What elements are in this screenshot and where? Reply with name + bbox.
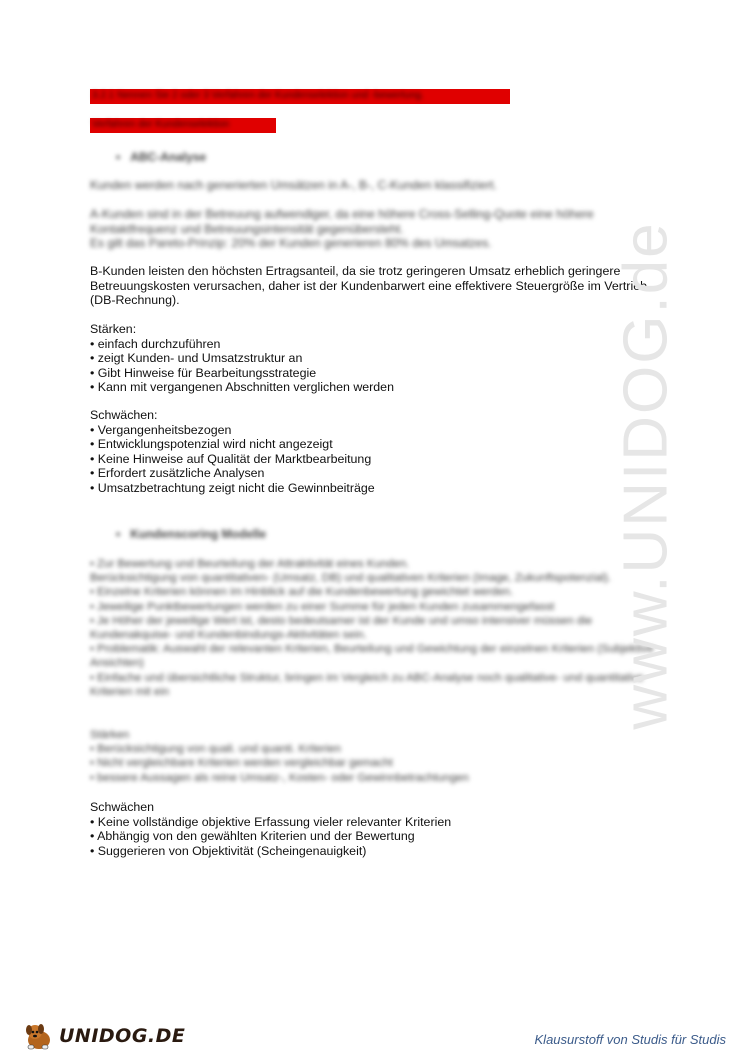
unidog-logo[interactable] (22, 1021, 185, 1051)
abc-weaknesses-list (90, 423, 650, 496)
red-title-text: 3.2.1 Nennen Sie 2 oder 3 Verfahren der Kundenselektion und -bewertung. (92, 90, 424, 101)
list-item: • Erfordert zusätzliche Analysen (90, 466, 265, 481)
list-item: • Abhängig von den gewählten Kriterien und der Bewertung (90, 829, 415, 844)
list-item: • Umsatzbetrachtung zeigt nicht die Gewinnbeiträge (90, 480, 375, 495)
red-subtitle-text: Verfahren der Kundenselektion (92, 119, 230, 130)
scoring-para: • Zur Bewertung und Beurteilung der Attraktivität eines Kunden. Berücksichtigung von quantitativen- (Umsatz, DB) und qualitativen Kriterien (Image, Zukunftspotenzial). • Einzelne Kriterien können im Hinblick auf die Kundenbewertung gewichtet werden. • Jeweilige Punktbewertungen werden zu einer Summe für jeden Kunden zusammengefasst • Je Höher der jeweilige Wert ist, desto bedeutsamer ist der Kunde und umso intensiver müssen die Kundenakquise- und Kundenbindungs-Aktivitäten sein. • Problematik: Auswahl der relevanten Kriterien, Beurteilung und Gewichtung der einzelnen Kriterien (Subjektive Ansichten) • Einfache und übersichtliche Struktur, bringen im Vergleich zu ABC-Analyse noch qualitative- und quantitative Kriterien mit ein (90, 558, 654, 698)
abc-heading-label: ABC-Analyse (130, 150, 207, 164)
footer-tagline: Klausurstoff von Studis für Studis (534, 1032, 726, 1047)
abc-weaknesses (90, 408, 650, 496)
logo-text: UNIDOG.DE (59, 1025, 186, 1047)
abc-para-2: A-Kunden sind in der Betreuung aufwendiger, da eine höhere Cross-Selling-Quote eine höhere Kontaktfrequenz und Betreuungsintensität gegenübersteht. Es gilt das Pareto-Prinzip: 20% der Kunden generieren 80% des Umsatzes. (90, 207, 594, 250)
bullet-icon: • (116, 150, 131, 164)
list-item: • zeigt Kunden- und Umsatzstruktur an (90, 351, 303, 366)
list-item: • Entwicklungspotenzial wird nicht angezeigt (90, 437, 333, 452)
abc-weaknesses-label: Schwächen: (90, 408, 158, 422)
list-item: • Suggerieren von Objektivität (Scheingenauigkeit) (90, 843, 367, 858)
list-item: • Vergangenheitsbezogen (90, 422, 232, 437)
abc-para-3: B-Kunden leisten den höchsten Ertragsanteil, da sie trotz geringeren Umsatz erheblich geringere Betreuungskosten verursachen, daher ist der Kundenbarwert eine effektivere Steuergröße im Vertrieb (DB-Rechnung). (90, 264, 647, 308)
list-item: • Kann mit vergangenen Abschnitten verglichen werden (90, 380, 394, 395)
scoring-weaknesses-label: Schwächen (90, 800, 155, 814)
list-item: • Keine vollständige objektive Erfassung vieler relevanter Kriterien (90, 814, 452, 829)
abc-heading (116, 150, 206, 164)
list-item: • Keine Hinweise auf Qualität der Marktbearbeitung (90, 451, 372, 466)
list-item: • Gibt Hinweise für Bearbeitungsstrategie (90, 365, 317, 380)
dog-icon (22, 1021, 56, 1051)
watermark: www.UNIDOG.de (611, 221, 681, 730)
bullet-icon: • (116, 527, 131, 541)
abc-strengths (90, 322, 650, 395)
list-item: • einfach durchzuführen (90, 336, 221, 351)
abc-para-1: Kunden werden nach generierten Umsätzen in A-, B-, C-Kunden klassifiziert. (90, 178, 497, 192)
scoring-weaknesses-list (90, 815, 650, 859)
scoring-weaknesses (90, 800, 650, 858)
scoring-heading (116, 527, 266, 541)
scoring-strengths: Stärken • Berücksichtigung von quali. und quanti. Kriterien • Nicht vergleichbare Kriterien werden vergleichbar gemacht • bessere Aussagen als reine Umsatz-, Kosten- oder Gewinnbetrachtungen (90, 729, 469, 784)
abc-strengths-label: Stärken: (90, 322, 137, 336)
abc-strengths-list (90, 337, 650, 395)
scoring-heading-label: Kundenscoring Modelle (130, 527, 267, 541)
